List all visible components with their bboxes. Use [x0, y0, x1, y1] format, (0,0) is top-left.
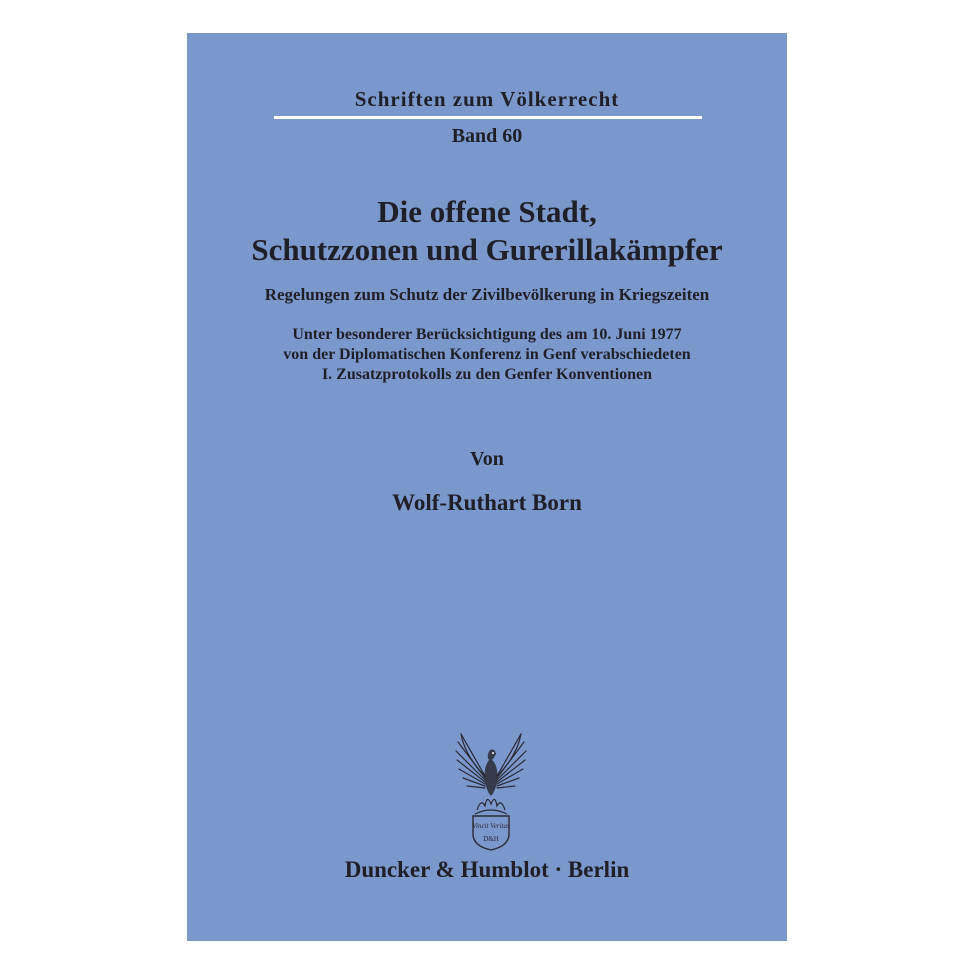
- volume-number: Band 60: [451, 125, 523, 147]
- book-note-line-1: Unter besonderer Berücksichtigung des am 10. Juni 1977: [292, 326, 682, 343]
- book-cover: [187, 33, 787, 941]
- book-title-line-2: Schutzzonen und Gurerillakämpfer: [251, 232, 723, 267]
- book-title: [187, 193, 787, 269]
- book-subtitle: Regelungen zum Schutz der Zivilbevölkerung in Kriegszeiten: [264, 285, 710, 304]
- author-name: Wolf-Ruthart Born: [392, 490, 582, 515]
- divider-rule: [274, 116, 702, 119]
- book-note-line-2: von der Diplomatischen Konferenz in Genf verabschiedeten: [283, 346, 691, 363]
- phoenix-icon: [455, 726, 527, 852]
- logo-motto: Vincit Veritas: [472, 822, 510, 830]
- publisher-logo-svg: [455, 726, 527, 852]
- logo-initials: D&H: [483, 835, 499, 843]
- book-note-line-3: I. Zusatzprotokolls zu den Genfer Konventionen: [321, 366, 653, 383]
- series-title: Schriften zum Völkerrecht: [354, 87, 620, 111]
- book-note: [187, 325, 787, 385]
- book-title-line-1: Die offene Stadt,: [377, 194, 597, 229]
- publisher-imprint: Duncker & Humblot · Berlin: [344, 857, 630, 882]
- author-prefix: Von: [470, 448, 504, 470]
